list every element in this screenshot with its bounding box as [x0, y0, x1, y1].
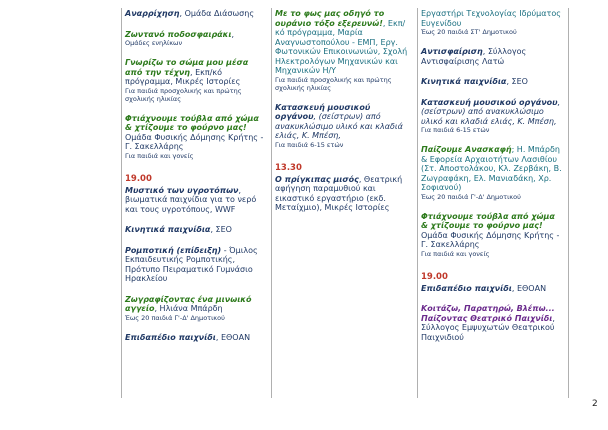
entry-note: Ομάδες ενηλίκων [125, 39, 183, 47]
schedule-column-2 [272, 8, 418, 398]
entry-note: Για παιδιά προσχολικής και πρώτης σχολικής ηλικίας [275, 75, 392, 92]
entry-note: Για παιδιά 6-15 ετών [421, 126, 490, 134]
entry-robotics: Ρομποτική (επίδειξη) - Όμιλος Εκπαιδευτικής Ρομποτικής, Πρότυπο Πειραματικό Γυμνάσιο Ηρακλείου [125, 245, 258, 283]
entry-bricks: Φτιάχνουμε τούβλα από χώμα & χτίζουμε το φούρνο μας! Ομάδα Φυσικής Δόμησης Κρήτης - Γ. Σακελλάρης [421, 211, 560, 249]
entry-body-art: Γνωρίζω το σώμα μου μέσα από την τέχνη, Εκπ/κό πρόγραμμα, Μικρές Ιστορίες [125, 58, 249, 86]
entry-note: Για παιδιά και γονείς [125, 151, 194, 160]
entry-theatre: Κοιτάζω, Παρατηρώ, Βλέπω... Παίζοντας Θεατρικό Παιχνίδι, Σύλλογος Εμψυχωτών Θεατρικού Παιχνιδιού [421, 304, 555, 342]
entry-note: Έως 20 παιδιά Γ'-Δ' Δημοτικού [421, 192, 521, 201]
entry-note: Έως 20 παιδιά ΣΤ' Δημοτικού [421, 28, 517, 36]
entry-instrument: Κατασκευή μουσικού οργάνου, (σείστρων) από ανακυκλώσιμο υλικό και κλαδιά ελιάς, Κ. Μπέση, [421, 97, 561, 126]
entry-floor-game: Επιδαπέδιο παιχνίδι, ΕΘΟΑΝ [125, 332, 251, 342]
page-number: 2 [592, 399, 598, 409]
entry-excavation: Παίζουμε Ανασκαφή; Η. Μπάρδη & Εφορεία Αρχαιοτήτων Λασιθίου (Στ. Αποστολάκου, Κλ. Ζερβάκη, Β. Ζωγραφάκη, Ελ. Μανιαδάκη, Χρ. Σοφιανού) [421, 145, 562, 192]
entry-motor-games: Κινητικά παιχνίδια, ΣΕΟ [125, 225, 232, 234]
schedule-column-3 [418, 8, 566, 398]
entry-live-football: Ζωντανό ποδοσφαιράκι, [125, 29, 235, 39]
entry-climbing: Αναρρίχηση, Ομάδα Διάσωσης [125, 9, 255, 18]
entry-minoan-vase: Ζωγραφίζοντας ένα μινωικό αγγείο, Ηλιάνα Μπάρδη [125, 294, 252, 313]
entry-rainbow: Με το φως μας οδηγό το ουράνιο τόξο εξερευνώ!, Εκπ/κό πρόγραμμα, Μαρία Αναγνωστοπούλου - ΕΜΠ, Εργ. Φωτονικών Επικοινωνιών, Σχολή Ηλεκτρολόγων Μηχανικών και Μηχανικών Η/Υ [275, 9, 408, 75]
entry-org: Εργαστήρι Τεχνολογίας Ιδρύματος Ευγενίδου [421, 9, 561, 28]
time-label: 19.00 [421, 271, 448, 282]
entry-tennis: Αντισφαίριση, Σύλλογος Αντισφαίρισης Λατώ [421, 47, 527, 66]
entry-motor-games: Κινητικά παιχνίδια, ΣΕΟ [421, 77, 528, 86]
entry-note: Έως 20 παιδιά Γ'-Δ' Δημοτικού [125, 313, 225, 322]
entry-instrument: Κατασκευή μουσικού οργάνου, (σείστρων) από ανακυκλώσιμο υλικό και κλαδιά ελιάς, Κ. Μπέση, [275, 102, 403, 140]
entry-floor-game: Επιδαπέδιο παιχνίδι, ΕΘΟΑΝ [421, 283, 547, 293]
entry-wetlands: Μυστικό των υγροτόπων, βιωματικά παιχνίδια για το νερό και τους υγροτόπους, WWF [125, 185, 257, 214]
schedule-column-1 [122, 8, 272, 398]
time-label: 19.00 [125, 173, 152, 184]
time-label: 13.30 [275, 162, 302, 173]
entry-org: Ομάδα Φυσικής Δόμησης Κρήτης - Γ. Σακελλάρης [125, 132, 264, 151]
entry-bricks: Φτιάχνουμε τούβλα από χώμα & χτίζουμε το φούρνο μας! [125, 113, 259, 132]
entry-note: Για παιδιά και γονείς [421, 249, 490, 258]
entry-half-prince: Ο πρίγκιπας μισός, Θεατρική αφήγηση παραμυθιού και εικαστικό εργαστήριο (εκδ. Μεταίχμιο), Μικρές Ιστορίες [275, 174, 403, 212]
entry-note: Για παιδιά προσχολικής και πρώτης σχολικής ηλικίας [125, 86, 242, 103]
schedule-table [121, 8, 569, 398]
entry-note: Για παιδιά 6-15 ετών [275, 140, 344, 149]
